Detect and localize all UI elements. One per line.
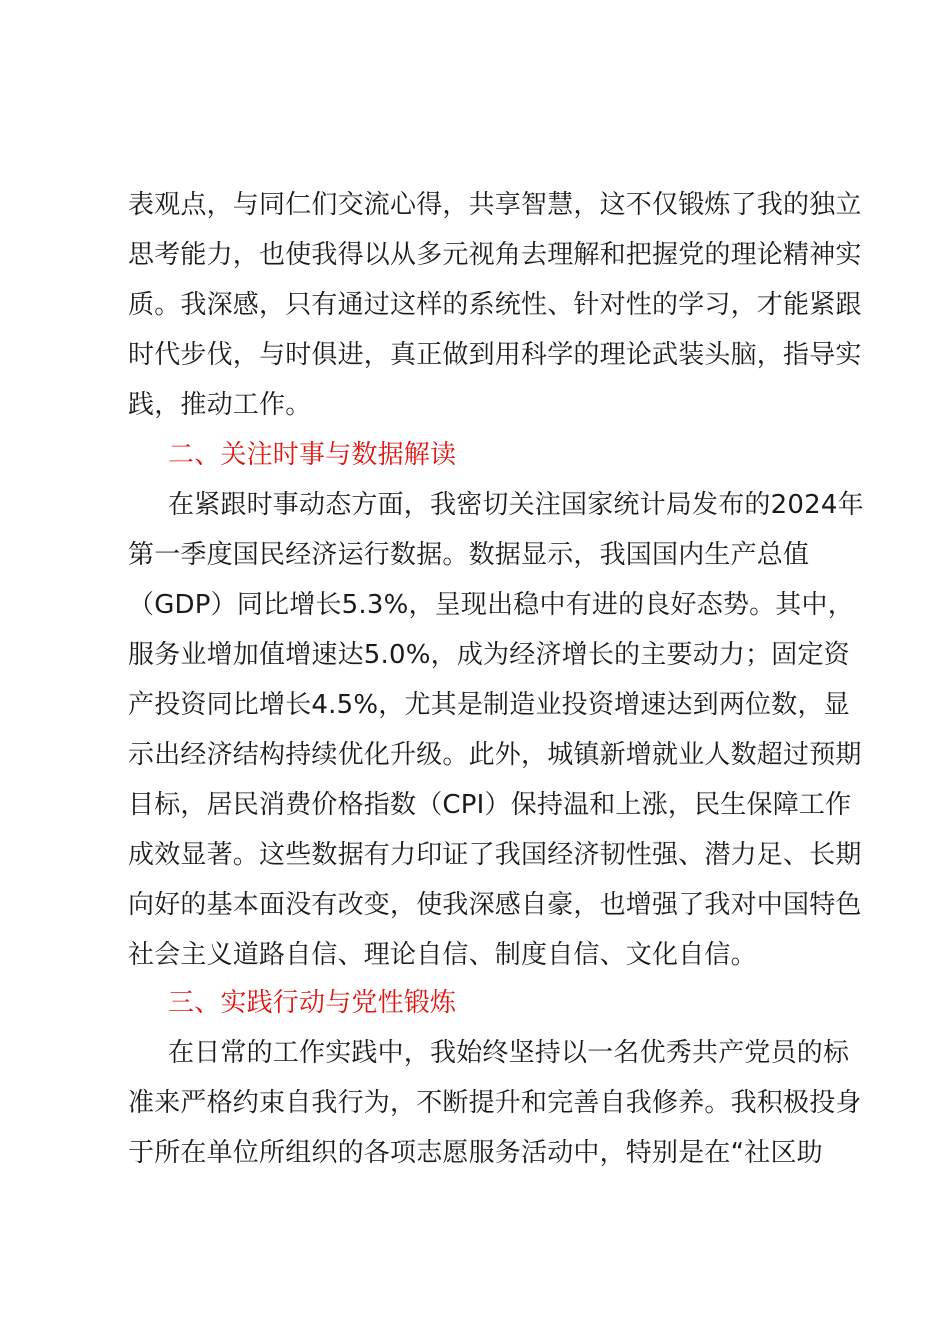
paragraph-line: 准来严格约束自我行为，不断提升和完善自我修养。我积极投身 (128, 1088, 862, 1118)
section-heading-2: 二、关注时事与数据解读 (168, 440, 457, 470)
paragraph-line: 社会主义道路自信、理论自信、制度自信、文化自信。 (128, 940, 757, 970)
paragraph-line: 践，推动工作。 (128, 390, 312, 420)
paragraph-line: 向好的基本面没有改变，使我深感自豪，也增强了我对中国特色 (128, 890, 862, 920)
paragraph-line: 质。我深感，只有通过这样的系统性、针对性的学习，才能紧跟 (128, 290, 862, 320)
paragraph-line: 服务业增加值增速达5.0%，成为经济增长的主要动力；固定资 (128, 640, 850, 670)
paragraph-line: 在紧跟时事动态方面，我密切关注国家统计局发布的2024年 (168, 490, 864, 520)
paragraph-line: 第一季度国民经济运行数据。数据显示，我国国内生产总值 (128, 540, 810, 570)
paragraph-line: （GDP）同比增长5.3%，呈现出稳中有进的良好态势。其中， (128, 590, 854, 620)
paragraph-line: 时代步伐，与时俱进，真正做到用科学的理论武装头脑，指导实 (128, 340, 862, 370)
paragraph-line: 在日常的工作实践中，我始终坚持以一名优秀共产党员的标 (168, 1038, 850, 1068)
paragraph-line: 目标，居民消费价格指数（CPI）保持温和上涨，民生保障工作 (128, 790, 852, 820)
section-heading-3: 三、实践行动与党性锻炼 (168, 988, 457, 1018)
paragraph-line: 示出经济结构持续优化升级。此外，城镇新增就业人数超过预期 (128, 740, 862, 770)
paragraph-line: 产投资同比增长4.5%，尤其是制造业投资增速达到两位数，显 (128, 690, 850, 720)
paragraph-line: 成效显著。这些数据有力印证了我国经济韧性强、潜力足、长期 (128, 840, 862, 870)
paragraph-line: 表观点，与同仁们交流心得，共享智慧，这不仅锻炼了我的独立 (128, 190, 862, 220)
paragraph-line: 思考能力，也使我得以从多元视角去理解和把握党的理论精神实 (128, 240, 862, 270)
paragraph-line: 于所在单位所组织的各项志愿服务活动中，特别是在“社区助 (128, 1138, 823, 1168)
